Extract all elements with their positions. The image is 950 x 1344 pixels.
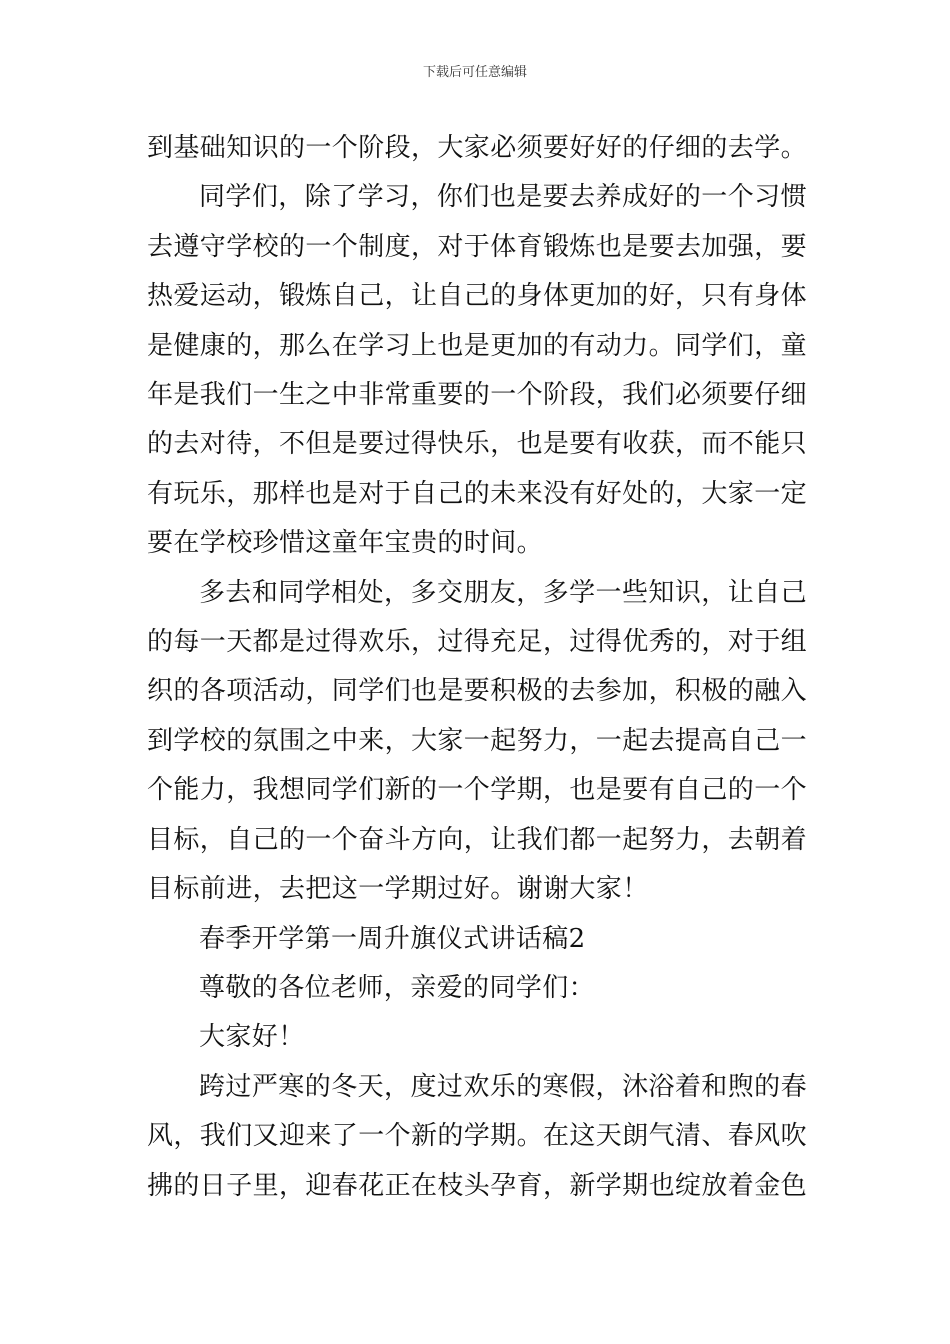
paragraph-habits: 同学们，除了学习，你们也是要去养成好的一个习惯去遵守学校的一个制度，对于体育锻炼也是要去加强，要热爱运动，锻炼自己，让自己的身体更加的好，只有身体是健康的，那么在学习上也是更加的有动力。同学们，童年是我们一生之中非常重要的一个阶段，我们必须要仔细的去对待，不但是要过得快乐，也是要有收获，而不能只有玩乐，那样也是对于自己的未来没有好处的，大家一定要在学校珍惜这童年宝贵的时间。 [147, 182, 808, 559]
paragraph-friends: 多去和同学相处，多交朋友，多学一些知识，让自己的每一天都是过得欢乐，过得充足，过得优秀的，对于组织的各项活动，同学们也是要积极的去参加，积极的融入到学校的氛围之中来，大家一起努力，一起去提高自己一个能力，我想同学们新的一个学期，也是要有自己的一个目标，自己的一个奋斗方向，让我们都一起努力，去朝着目标前进，去把这一学期过好。谢谢大家！ [147, 577, 808, 905]
speech-salutation: 尊敬的各位老师，亲爱的同学们： [199, 972, 596, 1003]
paragraph-continuation: 到基础知识的一个阶段，大家必须要好好的仔细的去学。 [147, 133, 808, 163]
speech-greeting: 大家好！ [199, 1022, 305, 1053]
speech-title: 春季开学第一周升旗仪式讲话稿2 [199, 923, 586, 954]
document-body [147, 124, 807, 1211]
page-header-note: 下载后可任意编辑 [422, 65, 527, 80]
paragraph-spring: 跨过严寒的冬天，度过欢乐的寒假，沐浴着和煦的春风，我们又迎来了一个新的学期。在这天朗气清、春风吹拂的日子里，迎春花正在枝头孕育，新学期也绽放着金色 [147, 1071, 808, 1201]
